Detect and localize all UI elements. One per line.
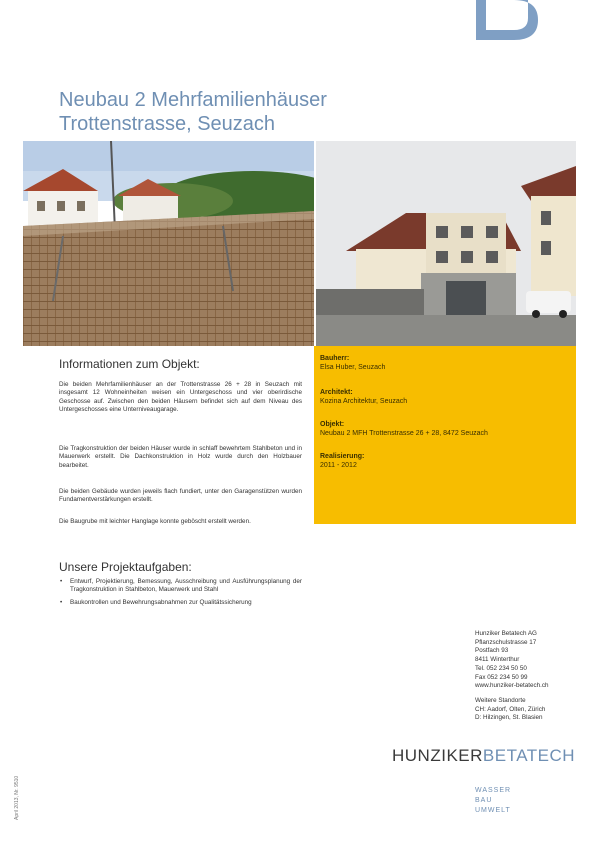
- logo-mark-icon: [476, 0, 538, 40]
- company-city: 8411 Winterthur: [475, 656, 520, 664]
- locations-label: Weitere Standorte: [475, 696, 526, 704]
- task-text: Entwurf, Projektierung, Bemessung, Ausschreibung und Ausführungsplanung der Tragkonstruktion in Stahlbeton, Mauerwerk und Stahl: [70, 578, 302, 594]
- company-tel: Tel. 052 234 50 50: [475, 664, 527, 672]
- company-street: Pflanzschulstrasse 17: [475, 638, 537, 646]
- title-line-1: Neubau 2 Mehrfamilienhäuser: [59, 89, 327, 111]
- brand-claims: [475, 786, 511, 816]
- objekt-label: Objekt:: [320, 421, 345, 428]
- title-line-2: Trottenstrasse, Seuzach: [59, 113, 276, 135]
- page-title: [59, 88, 509, 136]
- realisierung-group: [320, 452, 364, 470]
- realisierung-value: 2011 - 2012: [320, 462, 357, 469]
- brand-part-2: BETATECH: [482, 746, 576, 765]
- tasks-list: [59, 578, 302, 611]
- objekt-group: [320, 420, 488, 438]
- photo-construction-site: [23, 141, 314, 346]
- claim-2: BAU: [475, 797, 493, 804]
- brand-part-1: HUNZIKER: [392, 746, 483, 765]
- objekt-paragraph-3: Die beiden Gebäude wurden jeweils flach fundiert, unter den Garagenstützen wurden Fundamentverstärkungen erstellt.: [59, 488, 302, 504]
- bullet-icon: •: [60, 578, 63, 585]
- objekt-value: Neubau 2 MFH Trottenstrasse 26 + 28, 8472 Seuzach: [320, 430, 488, 437]
- tasks-heading: Unsere Projektaufgaben:: [59, 560, 192, 574]
- list-item: [59, 578, 302, 595]
- objekt-paragraph-1: Die beiden Mehrfamilienhäuser an der Trottenstrasse 26 + 28 in Seuzach mit insgesamt 12 Wohneinheiten weisen ein Untergeschoss und vier oberirdische Geschosse auf. Zwischen den beiden Häusern befindet sich auf dem Niveau des Untergeschosses eine Unterniveaugarage.: [59, 381, 302, 414]
- realisierung-label: Realisierung:: [320, 453, 365, 460]
- bauherr-group: [320, 354, 385, 372]
- architekt-value: Kozina Architektur, Seuzach: [320, 398, 408, 405]
- locations-ch: CH: Aadorf, Olten, Zürich: [475, 705, 546, 713]
- claim-1: WASSER: [475, 787, 512, 794]
- objekt-heading: Informationen zum Objekt:: [59, 357, 200, 371]
- brand-logo: [392, 746, 575, 766]
- company-name: Hunziker Betatech AG: [475, 630, 537, 637]
- company-website-link[interactable]: www.hunziker-betatech.ch: [475, 682, 549, 690]
- bauherr-label: Bauherr:: [320, 355, 350, 362]
- footer-code: April 2013, Nr. 9510: [14, 775, 20, 820]
- architekt-group: [320, 388, 407, 406]
- objekt-paragraph-2: Die Tragkonstruktion der beiden Häuser wurde in schlaff bewehrtem Stahlbeton und in Mauerwerk erstellt. Die Dachkonstruktion in Holz wurde durch den Holzbauer bearbeitet.: [59, 445, 302, 469]
- project-info-box: [314, 346, 576, 524]
- photo-finished-buildings: [316, 141, 576, 346]
- objekt-paragraph-4: Die Baugrube mit leichter Hanglage konnte geböscht erstellt werden.: [59, 518, 251, 525]
- locations-d: D: Hilzingen, St. Blasien: [475, 714, 543, 722]
- bauherr-value: Elsa Huber, Seuzach: [320, 364, 386, 371]
- company-fax: Fax 052 234 50 99: [475, 673, 528, 681]
- company-postbox: Postfach 93: [475, 647, 509, 655]
- bullet-icon: •: [60, 598, 63, 606]
- company-address: [475, 630, 590, 723]
- task-text: Baukontrollen und Bewehrungsabnahmen zur Qualitätssicherung: [70, 598, 252, 606]
- list-item: [59, 599, 302, 607]
- architekt-label: Architekt:: [320, 389, 353, 396]
- claim-3: UMWELT: [475, 807, 511, 814]
